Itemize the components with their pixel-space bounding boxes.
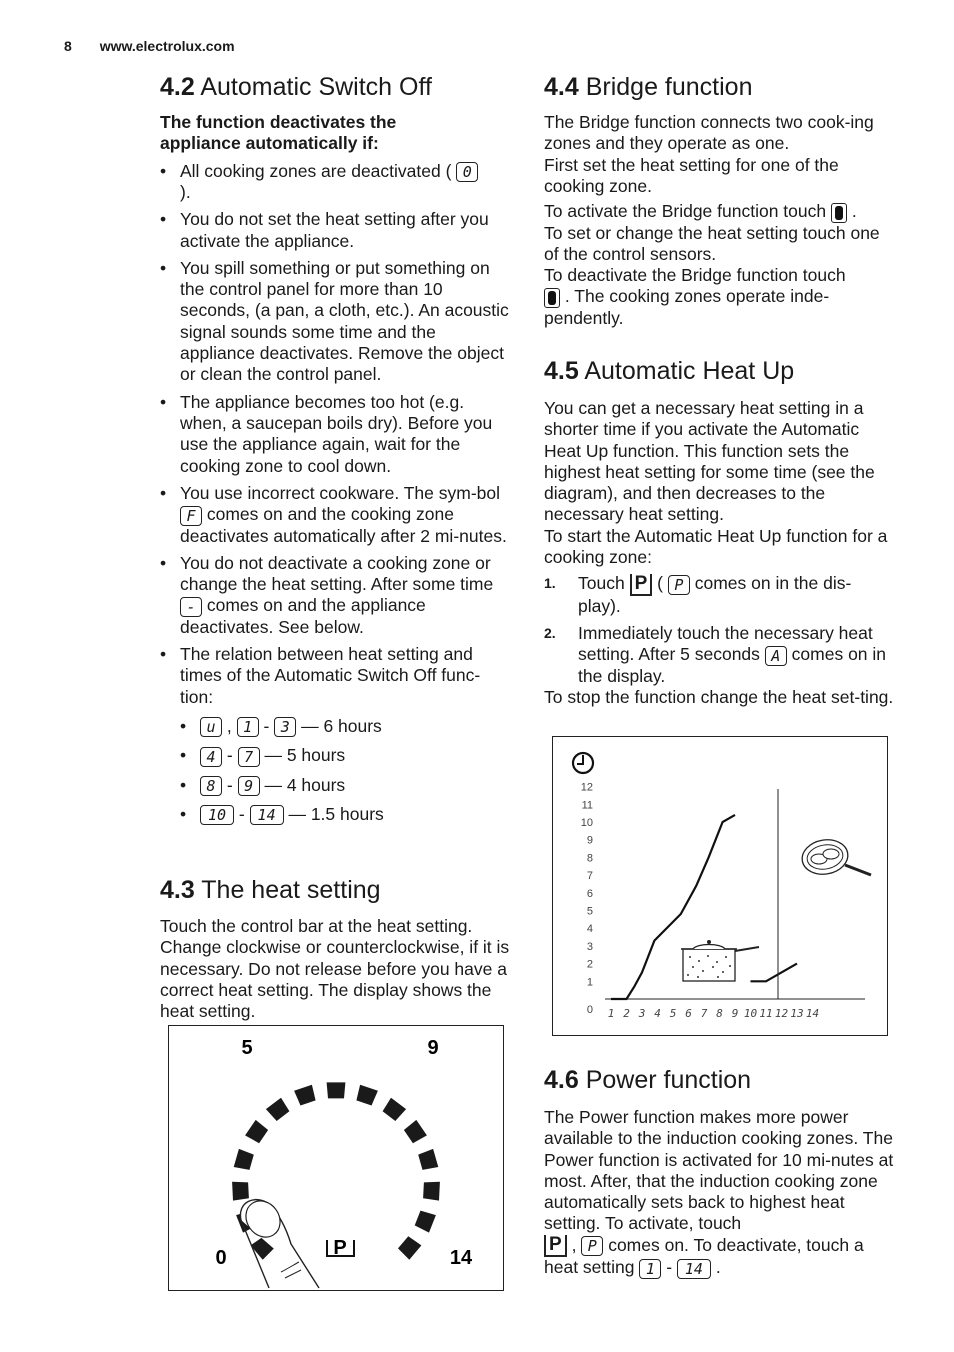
x-tick-label: 7 [700,1007,708,1020]
body-text: To activate the Bridge function touch . [544,201,857,222]
body-text: Touch the control bar at the heat setting. Change clockwise or counterclockwise, if it is necessary. Do not release before you have a correct heat setting. The display shows the heat setting. [160,916,510,1022]
dial-segment [383,1098,407,1121]
pot-icon [681,940,759,981]
chart-svg [553,737,887,1035]
frying-pan-icon [799,836,871,877]
p-button-icon: P [630,574,653,596]
y-tick-label: 9 [586,834,593,847]
y-tick-label: 0 [586,1004,593,1016]
body-text: To deactivate the Bridge function touch [544,265,846,286]
list-item: • The appliance becomes too hot (e.g. when, a saucepan boils dry). Before you use the appliance again, wait for the cooking zone to cool down. [160,392,510,477]
bridge-icon [544,288,560,308]
body-text: To set or change the heat setting touch one of the control sensors. [544,222,880,264]
site-url: www.electrolux.com [99,38,235,54]
clock-icon [573,753,593,773]
list-item: • You do not deactivate a cooking zone or change the heat setting. After some time - comes on and the appliance deactivates. See below. [160,553,510,638]
dial-label-14: 14 [449,1247,473,1269]
section-title: 4.3 The heat setting [160,876,381,904]
section-title: 4.6 Power function [544,1066,752,1094]
dial-segment [294,1085,316,1106]
switch-off-list [160,161,510,708]
dial-segment [418,1149,438,1170]
dial-segment [245,1120,268,1143]
series-line-2 [751,964,798,982]
x-tick-label: 3 [638,1007,646,1020]
dial-label-0: 0 [215,1247,227,1269]
x-tick-label: 5 [669,1007,677,1020]
y-tick-label: 8 [586,852,593,865]
body-text: To stop the function change the heat set-ting. [544,687,894,708]
x-tick-label: 9 [731,1007,739,1020]
timing-item: • 10 - 14 — 1.5 hours [160,804,510,825]
section-4-4 [544,72,894,329]
symbol-f: F [180,506,202,526]
heat-up-chart [552,736,888,1036]
dial-label-5: 5 [241,1037,253,1059]
x-tick-label: 6 [685,1007,692,1020]
y-tick-label: 11 [581,799,593,812]
dial-segment [423,1182,440,1201]
list-item: • You spill something or put something on the control panel for more than 10 seconds, (a pan, a cloth, etc.). An acoustic signal sounds some time and the appliance deactivates. Remove the object or clean the control panel. [160,258,510,386]
step-item: 1. Touch P ( P comes on in the dis-play). [544,573,894,617]
dial-segment [327,1082,346,1098]
steps-list [544,573,894,687]
heat-dial-figure [168,1025,504,1291]
y-tick-label: 1 [586,976,593,989]
body-text: First set the heat setting for one of the cooking zone. [544,154,839,196]
y-tick-label: 2 [586,958,593,971]
y-tick-label: 5 [586,905,593,918]
y-tick-label: 6 [586,887,593,900]
dial-segment [356,1085,378,1106]
page-number: 8 [64,38,72,54]
dial-segment [266,1098,290,1121]
list-item: • The relation between heat setting and times of the Automatic Switch Off func-tion: [160,644,510,708]
dial-segment [404,1120,427,1143]
x-tick-label: 2 [623,1007,630,1020]
timing-item: • 4 - 7 — 5 hours [160,745,510,766]
y-tick-label: 12 [580,781,593,794]
page-header [64,38,235,54]
body-text: You can get a necessary heat setting in a shorter time if you activate the Automatic Heat Up function. This function sets the highest heat setting for some time (see the diagram), and then decreases to the necessary heat setting. [544,398,875,525]
x-tick-label: 10 [743,1007,758,1020]
lead-text: The function deactivates the appliance automatically if: [160,112,397,154]
list-item: • You use incorrect cookware. The sym-bol F comes on and the cooking zone deactivates automatically after 2 mi-nutes. [160,483,510,547]
section-title: 4.2 Automatic Switch Off [160,73,432,101]
section-4-5 [544,356,894,708]
dial-label-9: 9 [427,1037,439,1059]
dial-segment [232,1182,249,1201]
x-tick-label: 1 [607,1007,615,1020]
section-4-3 [160,875,510,1022]
y-tick-label: 10 [580,817,593,829]
x-tick-label: 13 [790,1007,804,1020]
section-title: 4.5 Automatic Heat Up [544,357,795,385]
step-item: 2. Immediately touch the necessary heat setting. After 5 seconds A comes on in the display. [544,623,894,687]
list-item: • You do not set the heat setting after you activate the appliance. [160,209,510,252]
body-text: The Power function makes more power available to the induction cooking zones. The Power function is activated for 10 mi-nutes at most. After, that the induction cooking zone automatically sets back to highest heat setting. To activate, touch [544,1107,894,1234]
body-text: P , P comes on. To deactivate, touch a heat setting 1 - 14 . [544,1234,864,1278]
x-tick-label: 4 [654,1007,661,1020]
y-tick-label: 3 [586,940,593,953]
symbol-dash: - [180,597,202,617]
body-text: The Bridge function connects two cook-ing zones and they operate as one. [544,112,874,154]
x-tick-label: 11 [759,1007,773,1020]
dial-segment [398,1236,421,1260]
dial-segment [234,1149,254,1170]
y-tick-label: 7 [586,870,593,883]
p-button-icon: P [544,1235,567,1257]
x-tick-label: 12 [774,1007,789,1020]
bridge-icon [831,203,847,223]
list-item: • All cooking zones are deactivated ( 0 ). [160,161,510,204]
body-text: . The cooking zones operate inde-pendently. [544,286,830,328]
symbol-zero: 0 [456,162,478,182]
timing-item: • u , 1 - 3 — 6 hours [160,716,510,737]
timing-item: • 8 - 9 — 4 hours [160,775,510,796]
dial-p-label: P [333,1237,347,1259]
dial-segment [415,1211,436,1233]
section-title: 4.4 Bridge function [544,73,753,101]
timing-list [160,716,510,826]
body-text: To start the Automatic Heat Up function for a cooking zone: [544,525,888,568]
section-4-2 [160,72,510,833]
x-tick-label: 14 [805,1007,820,1020]
section-4-6 [544,1065,894,1279]
dial-illustration [169,1026,503,1290]
x-tick-label: 8 [716,1007,723,1020]
y-tick-label: 4 [586,923,593,936]
